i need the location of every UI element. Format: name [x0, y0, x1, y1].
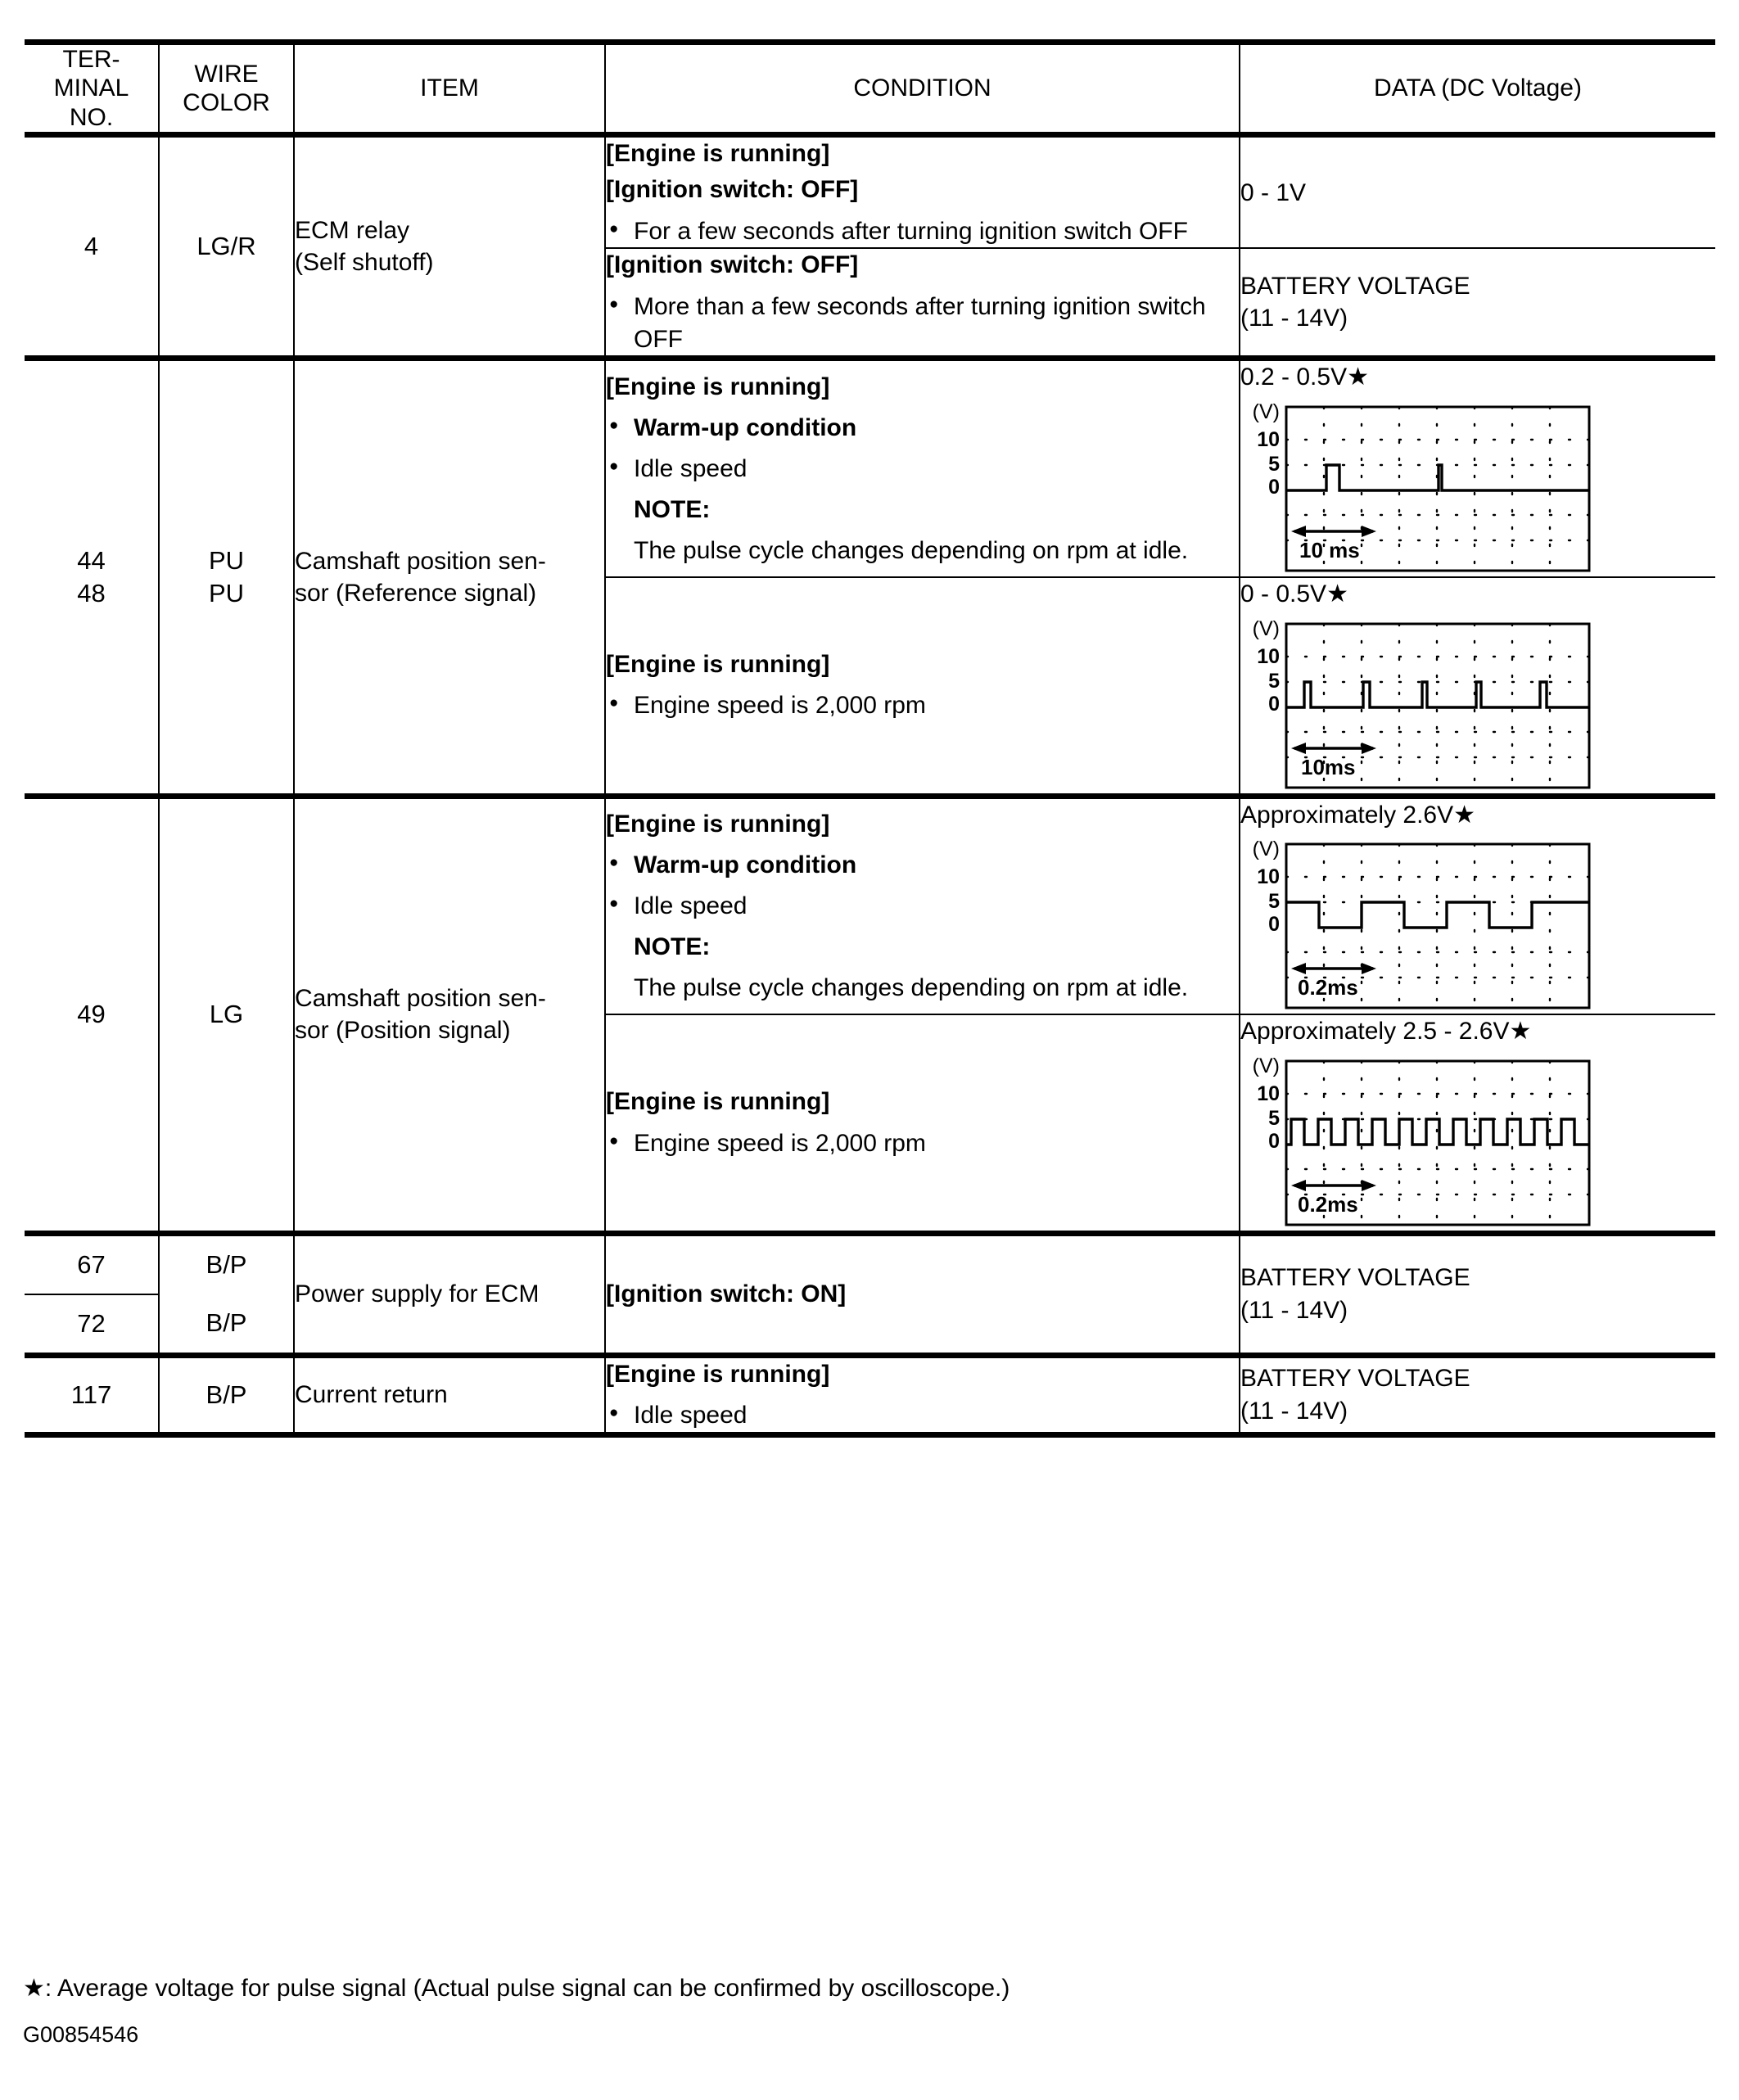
- condition-head: [Engine is running]: [606, 651, 830, 679]
- oscilloscope-waveform-pos-idle: [1240, 838, 1715, 1014]
- cell-data: [1240, 135, 1715, 249]
- waveform-ytick-5: 5: [1268, 1106, 1280, 1130]
- star-icon: ★: [1509, 1018, 1532, 1045]
- item-line-2: (Self shutoff): [295, 249, 434, 277]
- cell-condition: [605, 359, 1240, 577]
- data-value-line-1: BATTERY VOLTAGE: [1240, 272, 1470, 300]
- data-value-text: Approximately 2.5 - 2.6V: [1240, 1018, 1510, 1045]
- cell-item: [294, 796, 605, 1233]
- cell-wire-color: B/P: [159, 1355, 294, 1434]
- cell-condition: [605, 796, 1240, 1014]
- condition-bullet: ● More than a few seconds after turning ignition switch OFF: [606, 291, 1239, 356]
- cell-data: [1240, 796, 1715, 1014]
- data-value-text: Approximately 2.6V: [1240, 801, 1454, 829]
- waveform-timebase-label: 0.2ms: [1298, 1191, 1358, 1217]
- table-row: [25, 1355, 1715, 1434]
- condition-bullet: ● Engine speed is 2,000 rpm: [606, 689, 1239, 722]
- data-value-line-1: BATTERY VOLTAGE: [1240, 1264, 1470, 1292]
- waveform-svg: [1240, 400, 1592, 576]
- waveform-ytick-0: 0: [1268, 1129, 1280, 1153]
- condition-bullet-list: [606, 291, 1239, 356]
- waveform-timebase-label: 10ms: [1301, 754, 1356, 779]
- col-header-wire-color: [159, 43, 294, 135]
- footnote: [23, 1975, 1010, 2003]
- condition-bullet: ● Idle speed: [606, 890, 1239, 923]
- terminal-line-1: 44: [77, 546, 106, 576]
- star-icon: ★: [1453, 801, 1476, 829]
- condition-head: [Engine is running]: [606, 140, 830, 168]
- col-header-data: DATA (DC Voltage): [1240, 43, 1715, 135]
- terminal-line-2: 48: [77, 579, 106, 607]
- waveform-unit-label: (V): [1252, 838, 1280, 861]
- condition-bullet-list: [606, 1127, 1239, 1160]
- data-value: [1240, 1015, 1715, 1048]
- condition-head: [Ignition switch: OFF]: [606, 251, 859, 279]
- condition-head: [Engine is running]: [606, 373, 830, 400]
- item-line-2: sor (Reference signal): [295, 580, 537, 607]
- data-value: [1240, 361, 1715, 394]
- waveform-timebase-label: 0.2ms: [1298, 975, 1358, 1000]
- condition-head: [Ignition switch: ON]: [606, 1280, 847, 1307]
- cell-data: [1240, 1014, 1715, 1233]
- cell-terminal-no: 49: [25, 796, 159, 1233]
- waveform-ytick-5: 5: [1268, 669, 1280, 693]
- table-body: [25, 135, 1715, 1435]
- star-icon: ★: [1326, 580, 1348, 607]
- note-heading: NOTE:: [634, 495, 711, 523]
- waveform-unit-label: (V): [1252, 1054, 1280, 1077]
- note-heading: NOTE:: [634, 933, 711, 960]
- waveform-svg: [1240, 1055, 1592, 1231]
- condition-head: [Ignition switch: OFF]: [606, 176, 859, 204]
- item-line-1: ECM relay: [295, 217, 410, 245]
- note-body: The pulse cycle changes depending on rpm at idle.: [634, 536, 1189, 564]
- table-row: [25, 1233, 1715, 1294]
- waveform-ytick-10: 10: [1257, 428, 1280, 451]
- condition-bullet: ● Engine speed is 2,000 rpm: [606, 1127, 1239, 1160]
- condition-bullet-list: [606, 689, 1239, 722]
- waveform-ytick-10: 10: [1257, 1082, 1280, 1105]
- waveform-ytick-0: 0: [1268, 913, 1280, 937]
- cell-wire-color: B/P: [159, 1233, 294, 1294]
- wire-line-1: PU: [208, 546, 245, 576]
- waveform-unit-label: (V): [1252, 616, 1280, 640]
- cell-condition: [605, 1014, 1240, 1233]
- oscilloscope-waveform-pos-2000: [1240, 1055, 1715, 1231]
- cell-data: [1240, 577, 1715, 796]
- cell-data: [1240, 1233, 1715, 1355]
- data-value-line-2: (11 - 14V): [1240, 305, 1348, 332]
- star-icon: ★: [1347, 364, 1369, 391]
- table-header: [25, 43, 1715, 135]
- header-line-2: MINAL: [53, 75, 129, 102]
- waveform-ytick-0: 0: [1268, 692, 1280, 716]
- header-line-1: WIRE: [194, 60, 259, 88]
- cell-condition: [605, 135, 1240, 249]
- condition-bullet: ● Idle speed: [606, 453, 1239, 485]
- item-line-1: Camshaft position sen-: [295, 985, 546, 1013]
- condition-bullet-bold: ● Warm-up condition: [606, 849, 1239, 882]
- footnote-text: : Average voltage for pulse signal (Actual pulse signal can be confirmed by oscilloscope.): [44, 1975, 1010, 2002]
- ecm-terminal-spec-table: [25, 39, 1715, 1438]
- col-header-terminal-no: [25, 43, 159, 135]
- waveform-ytick-10: 10: [1257, 644, 1280, 668]
- data-value: [1240, 578, 1715, 611]
- condition-bullet: ● For a few seconds after turning ignition switch OFF: [606, 215, 1239, 248]
- data-value-line-1: BATTERY VOLTAGE: [1240, 1365, 1470, 1393]
- condition-bullet-list: [606, 215, 1239, 248]
- cell-item: Current return: [294, 1355, 605, 1434]
- cell-data: [1240, 1355, 1715, 1434]
- condition-bullet: ● Idle speed: [606, 1399, 1239, 1432]
- cell-terminal-no: 67: [25, 1233, 159, 1294]
- oscilloscope-waveform-ref-2000: [1240, 617, 1715, 793]
- item-line-2: sor (Position signal): [295, 1017, 511, 1045]
- waveform-unit-label: (V): [1252, 400, 1280, 423]
- table-row: [25, 796, 1715, 1014]
- cell-condition: [605, 1355, 1240, 1434]
- cell-data: [1240, 359, 1715, 577]
- cell-terminal-no: [25, 359, 159, 796]
- cell-item: [294, 359, 605, 796]
- waveform-ytick-5: 5: [1268, 453, 1280, 476]
- figure-code: G00854546: [23, 2022, 139, 2047]
- waveform-svg: [1240, 838, 1592, 1014]
- data-value-line-2: (11 - 14V): [1240, 1296, 1348, 1324]
- cell-terminal-no: 4: [25, 135, 159, 359]
- cell-wire-color: [159, 359, 294, 796]
- oscilloscope-waveform-ref-idle: [1240, 400, 1715, 576]
- condition-head: [Engine is running]: [606, 1088, 830, 1116]
- waveform-timebase-label: 10 ms: [1299, 538, 1360, 562]
- note-body: The pulse cycle changes depending on rpm at idle.: [634, 973, 1189, 1001]
- condition-bullet-bold: ● Warm-up condition: [606, 412, 1239, 445]
- waveform-svg: [1240, 617, 1592, 793]
- data-value: [1240, 799, 1715, 832]
- table-row: [25, 359, 1715, 577]
- header-row: [25, 43, 1715, 135]
- header-line-2: COLOR: [183, 89, 270, 117]
- cell-terminal-no: 72: [25, 1294, 159, 1356]
- cell-terminal-no: 117: [25, 1355, 159, 1434]
- condition-head: [Engine is running]: [606, 811, 830, 838]
- header-line-1: TER-: [62, 46, 120, 73]
- star-icon: ★: [23, 1975, 45, 2002]
- condition-bullet-list: [606, 849, 1239, 1005]
- item-line-1: Camshaft position sen-: [295, 548, 546, 575]
- table-row: [25, 135, 1715, 249]
- waveform-ytick-0: 0: [1268, 476, 1280, 499]
- data-value-text: 0.2 - 0.5V: [1240, 364, 1348, 391]
- cell-item: [294, 135, 605, 359]
- cell-condition: [605, 577, 1240, 796]
- col-header-condition: CONDITION: [605, 43, 1240, 135]
- data-value: 0 - 1V: [1240, 178, 1307, 206]
- condition-bullet-list: [606, 412, 1239, 567]
- condition-head: [Engine is running]: [606, 1360, 830, 1388]
- cell-condition: [605, 1233, 1240, 1355]
- cell-item: Power supply for ECM: [294, 1233, 605, 1355]
- cell-condition: [605, 248, 1240, 358]
- data-value-line-2: (11 - 14V): [1240, 1397, 1348, 1425]
- waveform-ytick-5: 5: [1268, 890, 1280, 914]
- header-line-3: NO.: [69, 103, 114, 131]
- cell-data: [1240, 248, 1715, 358]
- cell-wire-color: B/P: [159, 1294, 294, 1356]
- condition-bullet-list: [606, 1399, 1239, 1432]
- waveform-ytick-10: 10: [1257, 865, 1280, 889]
- data-value-text: 0 - 0.5V: [1240, 580, 1327, 607]
- cell-wire-color: LG: [159, 796, 294, 1233]
- col-header-item: ITEM: [294, 43, 605, 135]
- cell-wire-color: LG/R: [159, 135, 294, 359]
- wire-line-2: PU: [208, 579, 245, 607]
